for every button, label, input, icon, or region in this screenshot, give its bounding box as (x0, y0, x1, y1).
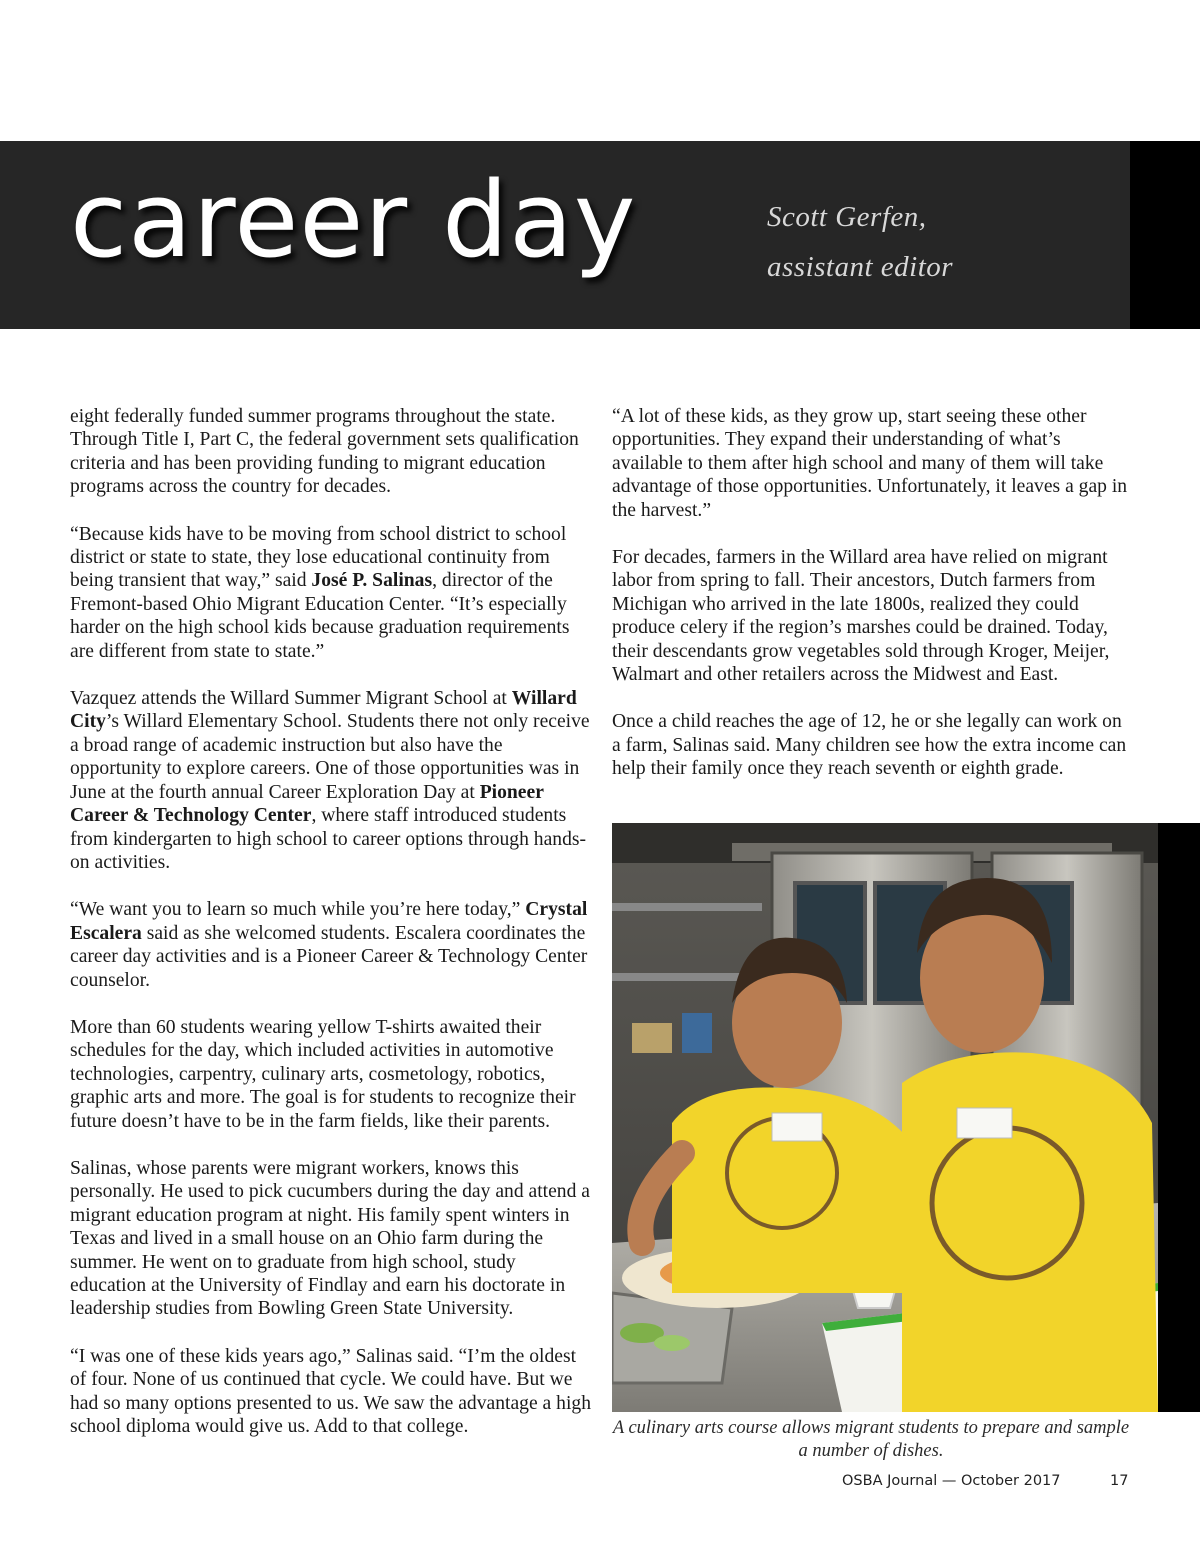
bold-name: Crystal Escalera (70, 899, 588, 944)
article-title: career day (70, 159, 637, 281)
bold-name: José P. Salinas (311, 570, 433, 592)
bold-name: Willard City (70, 688, 577, 733)
photo-illustration (612, 823, 1158, 1412)
bold-name: Pioneer Career & Technology Center (70, 781, 544, 827)
right-column (612, 405, 1132, 805)
author-role: assistant editor (767, 251, 954, 283)
article-paragraph (70, 523, 592, 663)
text-run: eight federally funded summer programs throughout the state. Through Title I, Part C, the federal government sets qualification criteria and has been providing funding to migrant education programs across the country for decades. (70, 406, 579, 498)
byline (767, 192, 953, 292)
text-run: More than 60 students wearing yellow T-shirts awaited their schedules for the day, which included activities in automotive technologies, carpentry, culinary arts, cosmetology, robotics, graphic arts and more. The goal is for students to recognize their future doesn’t have to be in the farm fields, like their parents. (70, 1016, 576, 1132)
article-paragraph (612, 710, 1132, 780)
banner-edge-bar (1130, 141, 1200, 329)
culinary-photo (612, 823, 1158, 1412)
photo-edge-bar (1158, 823, 1200, 1412)
text-run: “A lot of these kids, as they grow up, start seeing these other opportunities. They expand their understanding of what’s available to them after high school and many of them will take advantage of those opportunities. Unfortunately, it leaves a gap in the harvest.” (612, 406, 1128, 521)
photo-caption: A culinary arts course allows migrant students to prepare and sample a number of dishes. (612, 1418, 1130, 1461)
footer-journal: OSBA Journal — October 2017 (842, 1473, 1061, 1489)
article-paragraph (612, 546, 1132, 686)
article-paragraph (70, 898, 592, 992)
page-number: 17 (1110, 1473, 1129, 1489)
article-paragraph (70, 687, 592, 874)
author-name: Scott Gerfen, (767, 201, 927, 233)
article-paragraph (70, 405, 592, 499)
text-run: said as she welcomed students. Escalera coordinates the career day activities and is a Pioneer Career & Technology Center counselor. (70, 922, 588, 991)
text-run: Salinas, whose parents were migrant workers, knows this personally. He used to pick cucumbers during the day and attend a migrant education program at night. His family spent winters in Texas and lived in a small house on an Ohio farm during the summer. He went on to graduate from high school, study education at the University of Findlay and earn his doctorate in leadership studies from Bowling Green State University. (70, 1157, 590, 1320)
article-paragraph (612, 405, 1132, 522)
text-run: “We want you to learn so much while you’re here today,” (70, 899, 526, 921)
text-run: Vazquez attends the Willard Summer Migrant School at (70, 688, 512, 710)
text-run: Once a child reaches the age of 12, he or she legally can work on a farm, Salinas said. Many children see how the extra income can help their family once they reach seventh or eighth grade. (612, 711, 1127, 780)
article-paragraph (70, 1157, 592, 1321)
text-run: For decades, farmers in the Willard area have relied on migrant labor from spring to fall. Their ancestors, Dutch farmers from Michigan who arrived in the late 1800s, realized they could produce celery if the region’s marshes could be drained. Today, their descendants grow vegetables sold through Kroger, Meijer, Walmart and other retailers across the Midwest and East. (612, 547, 1110, 686)
text-run: ’s Willard Elementary School. Students there not only receive a broad range of academic instruction but also have the opportunity to explore careers. One of those opportunities was in June at the fourth annual Career Exploration Day at (70, 711, 590, 803)
article-paragraph (70, 1345, 592, 1439)
text-run: , where staff introduced students from kindergarten to high school to career options through hands-on activities. (70, 805, 587, 873)
text-run: “Because kids have to be moving from school district to school district or state to state, they lose educational continuity from being transient that way,” said (70, 523, 567, 592)
left-column (70, 405, 592, 1462)
article-paragraph (70, 1016, 592, 1133)
text-run: , director of the Fremont-based Ohio Migrant Education Center. “It’s especially harder on the high school kids because graduation requirements are different from state to state.” (70, 570, 570, 662)
text-run: “I was one of these kids years ago,” Salinas said. “I’m the oldest of four. None of us continued that cycle. We could have. But we had so many options presented to us. We saw the advantage a high school diploma would give us. Add to that college. (70, 1345, 591, 1438)
